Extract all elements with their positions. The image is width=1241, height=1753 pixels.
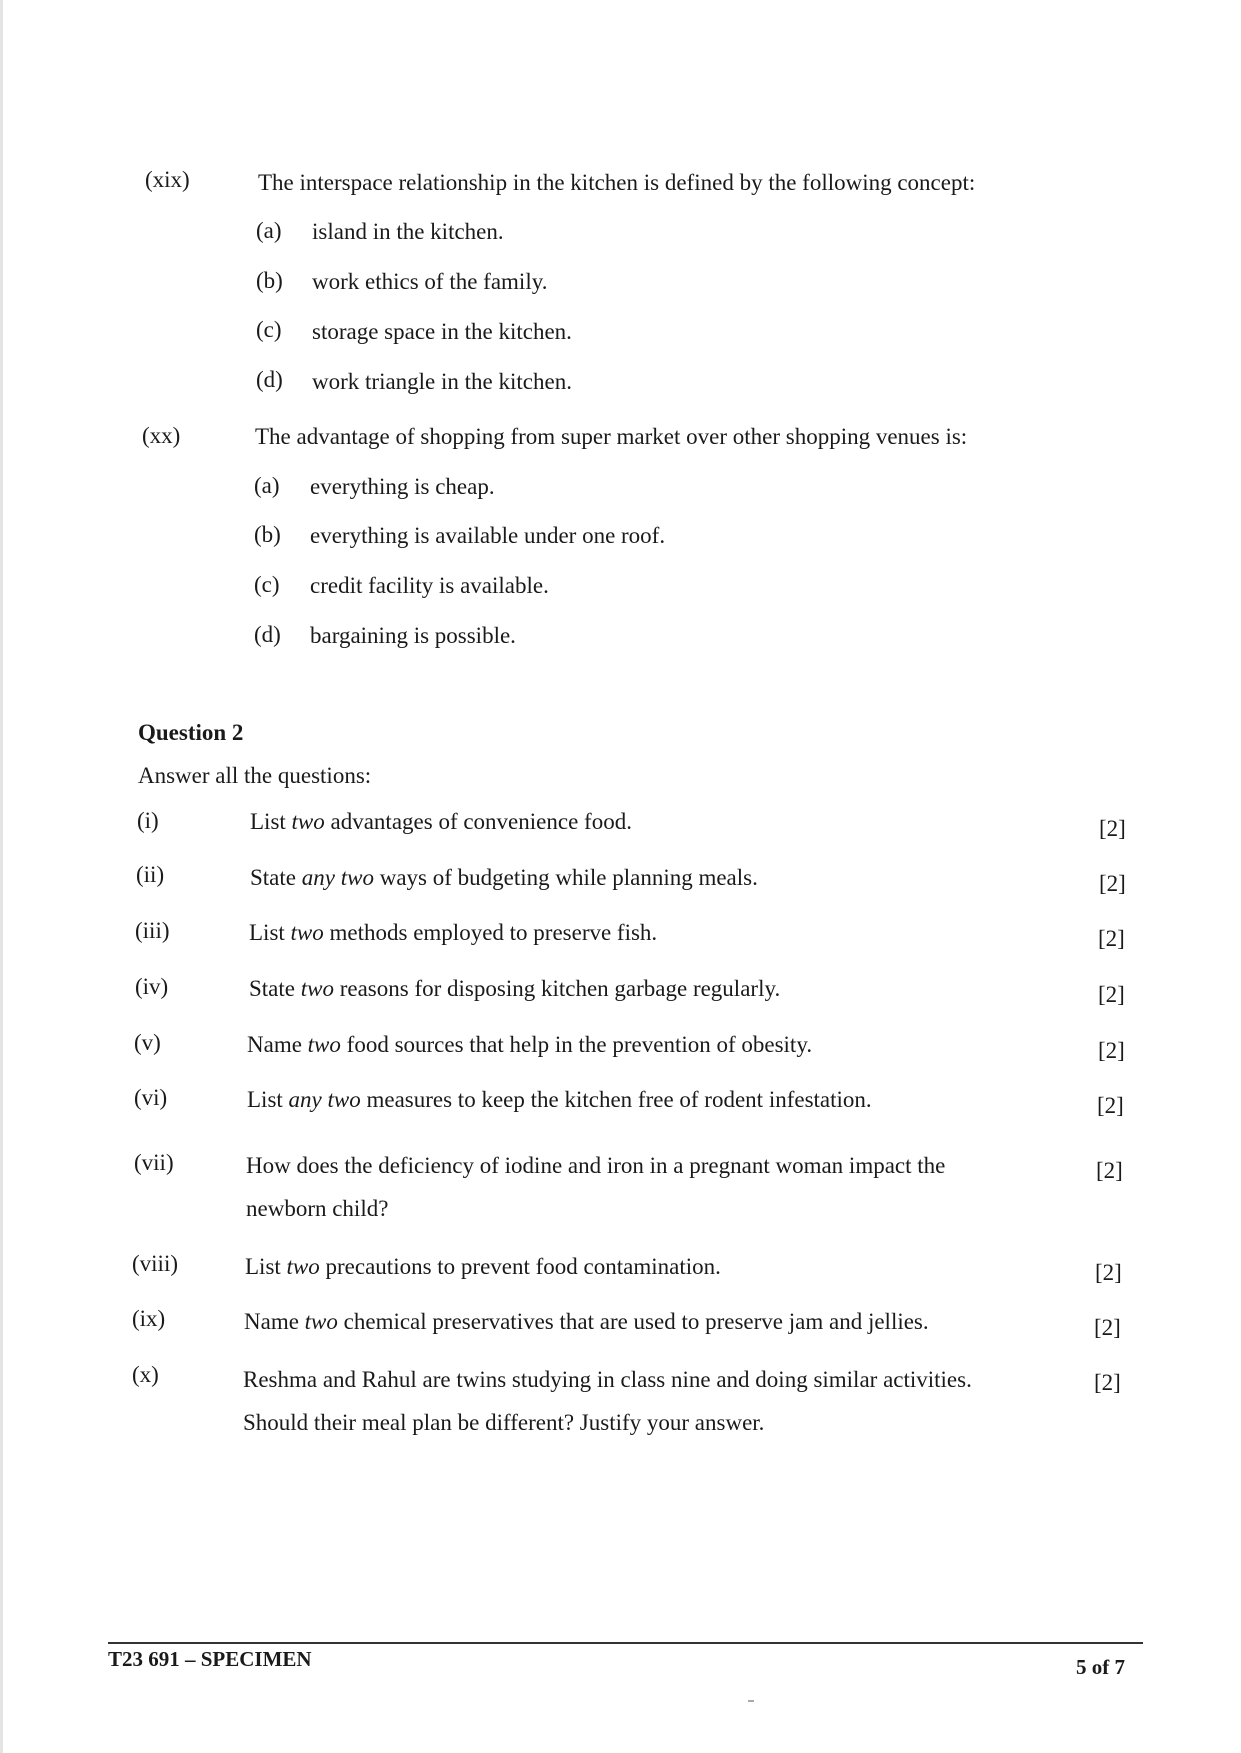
marks-badge: [2] (1099, 816, 1126, 841)
marks-badge: [2] (1098, 1038, 1125, 1063)
option-letter: (c) (256, 317, 282, 342)
marks-badge: [2] (1098, 982, 1125, 1007)
question-text: State two reasons for disposing kitchen garbage regularly. (249, 976, 781, 1001)
footer-divider (108, 1642, 1143, 1644)
question-text: How does the deficiency of iodine and iron in a pregnant woman impact the (246, 1153, 946, 1178)
option-text: bargaining is possible. (310, 623, 516, 648)
question-number: (xix) (145, 167, 190, 192)
question-text: Reshma and Rahul are twins studying in class nine and doing similar activities. (243, 1367, 972, 1392)
option-letter: (a) (256, 218, 282, 243)
question-text: List any two measures to keep the kitchen free of rodent infestation. (247, 1087, 872, 1112)
question-text: State any two ways of budgeting while planning meals. (250, 865, 758, 890)
option-text: everything is available under one roof. (310, 523, 666, 548)
option-text: everything is cheap. (310, 474, 495, 499)
question-number: (ix) (132, 1306, 166, 1331)
question-number: (x) (132, 1362, 159, 1387)
option-text: work ethics of the family. (312, 269, 548, 294)
option-text: work triangle in the kitchen. (312, 369, 572, 394)
question-text: List two advantages of convenience food. (250, 809, 632, 834)
question-number: (iv) (135, 974, 169, 999)
question-number: (ii) (136, 862, 165, 887)
section-instruction: Answer all the questions: (138, 763, 372, 788)
option-letter: (c) (254, 572, 280, 597)
question-text-continuation: newborn child? (246, 1196, 389, 1221)
question-text: List two precautions to prevent food contamination. (245, 1254, 721, 1279)
question-text: The interspace relationship in the kitchen is defined by the following concept: (258, 170, 976, 195)
question-number: (xx) (142, 423, 181, 448)
marks-badge: [2] (1095, 1260, 1122, 1285)
question-text: The advantage of shopping from super market over other shopping venues is: (255, 424, 968, 449)
option-text: island in the kitchen. (312, 219, 504, 244)
section-heading: Question 2 (138, 720, 244, 745)
marks-badge: [2] (1094, 1315, 1121, 1340)
question-number: (viii) (132, 1251, 178, 1276)
option-letter: (a) (254, 473, 280, 498)
question-number: (v) (134, 1030, 161, 1055)
option-letter: (d) (256, 367, 283, 392)
scan-mark (748, 1700, 754, 1702)
question-number: (i) (137, 808, 159, 833)
question-number: (vi) (134, 1085, 168, 1110)
option-letter: (b) (254, 522, 281, 547)
option-letter: (d) (254, 622, 281, 647)
marks-badge: [2] (1096, 1158, 1123, 1183)
marks-badge: [2] (1098, 926, 1125, 951)
question-text: Name two chemical preservatives that are used to preserve jam and jellies. (244, 1309, 929, 1334)
question-number: (vii) (134, 1150, 174, 1175)
question-text-continuation: Should their meal plan be different? Justify your answer. (243, 1410, 765, 1435)
marks-badge: [2] (1097, 1093, 1124, 1118)
scan-edge (0, 0, 3, 1753)
question-text: Name two food sources that help in the prevention of obesity. (247, 1032, 813, 1057)
marks-badge: [2] (1094, 1370, 1121, 1395)
paper-code: T23 691 – SPECIMEN (108, 1647, 312, 1671)
question-text: List two methods employed to preserve fish. (249, 920, 658, 945)
option-text: storage space in the kitchen. (312, 319, 572, 344)
option-letter: (b) (256, 268, 283, 293)
option-text: credit facility is available. (310, 573, 549, 598)
question-number: (iii) (135, 918, 170, 943)
marks-badge: [2] (1099, 871, 1126, 896)
page-number: 5 of 7 (1076, 1655, 1125, 1679)
